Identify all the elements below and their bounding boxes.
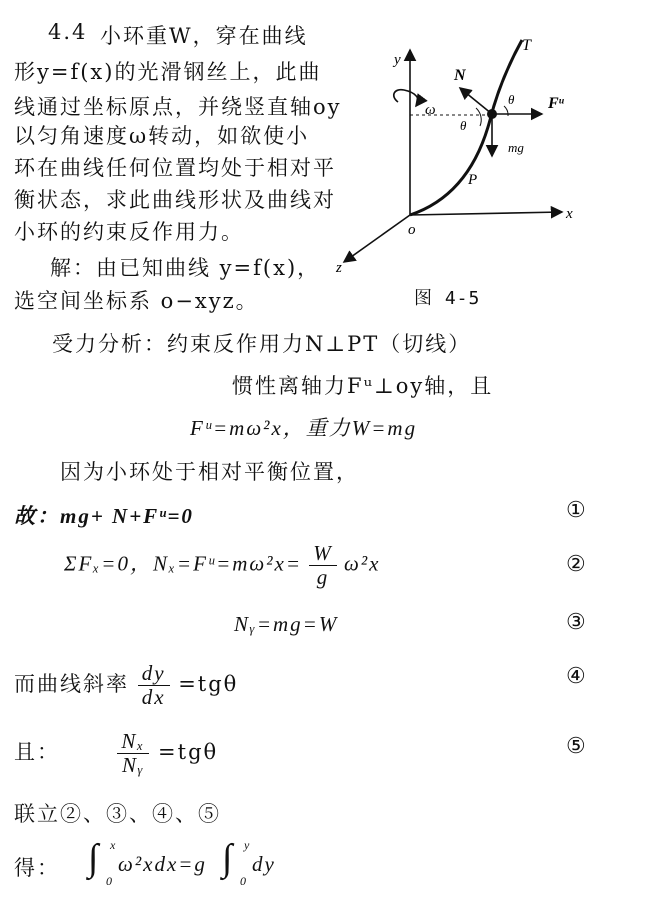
fraction-numerator: Nₓ (117, 730, 149, 754)
solution-intro: 解：由已知曲线 y=f(x)， (50, 256, 321, 280)
fraction-denominator: g (316, 565, 330, 590)
equation-4 (14, 662, 238, 709)
integral-sign: ∫ (88, 837, 99, 879)
problem-line: 线通过坐标原点，并绕竖直轴oy (14, 95, 342, 119)
equation-2-fraction (309, 542, 337, 589)
theta-label: θ (460, 118, 467, 133)
integral-upper-limit: x (110, 838, 116, 852)
z-axis (344, 215, 410, 262)
fraction-numerator: dy (138, 662, 170, 686)
equation-number: ⑤ (566, 734, 586, 759)
equation-4-fraction (138, 662, 170, 709)
point-label: P (468, 172, 478, 188)
equation-number: ② (566, 552, 586, 577)
problem-line: 小环重W，穿在曲线 (100, 24, 308, 48)
fraction-denominator: Nᵧ (121, 753, 145, 778)
equation-5-label: 且： (14, 740, 60, 765)
x-axis (410, 212, 562, 215)
problem-line: 衡状态，求此曲线形状及曲线对 (14, 188, 336, 212)
x-axis-label: x (566, 206, 573, 222)
force-analysis: 受力分析：约束反作用力N⊥PT（切线） (52, 332, 472, 356)
integral-right-expression: dy (252, 852, 276, 876)
problem-number: 4.4 (48, 20, 88, 44)
force-equation: Fᵘ=mω²x，重力W=mg (190, 416, 418, 440)
equation-2-right: ω²x (344, 551, 381, 576)
rotation-arrow (394, 90, 418, 106)
tangent-label: T (522, 37, 531, 54)
figure-caption: 图 4-5 (414, 288, 481, 309)
equation-number: ③ (566, 610, 586, 635)
integral-sign: ∫ (222, 837, 233, 879)
problem-line: 以匀角速度ω转动，如欲使小 (14, 124, 310, 148)
equation-1: 故：mg+ N+Fᵘ=0 (14, 504, 194, 528)
solution-intro: 选空间坐标系 o−xyz。 (14, 289, 259, 313)
integral-lower-limit: 0 (240, 874, 246, 888)
integral-upper-limit: y (244, 838, 250, 852)
normal-force-arrow (460, 88, 492, 114)
problem-line: 形y=f(x)的光滑钢丝上，此曲 (14, 60, 322, 84)
equation-5-right: =tgθ (158, 740, 219, 765)
inertial-label: Fᵘ (548, 95, 564, 112)
gravity-label: mg (508, 140, 524, 155)
equation-number: ④ (566, 664, 586, 689)
normal-label: N (454, 67, 466, 84)
equation-5 (14, 730, 218, 777)
equation-5-fraction (117, 730, 149, 777)
inertial-force-text: 惯性离轴力Fᵘ⊥oy轴，且 (232, 374, 494, 398)
omega-label: ω (425, 102, 436, 118)
equation-2-left: ΣFₓ=0，Nₓ=Fᵘ=mω²x= (64, 551, 303, 576)
problem-line: 小环的约束反作用力。 (14, 220, 244, 244)
z-axis-label: z (336, 260, 342, 276)
equation-3: Nᵧ=mg=W (234, 612, 339, 636)
theta-label: θ (508, 92, 515, 107)
origin-label: o (408, 222, 416, 238)
problem-line: 环在曲线任何位置均处于相对平 (14, 156, 336, 180)
equation-2 (64, 542, 380, 589)
result-label: 得： (14, 856, 60, 880)
fraction-denominator: dx (141, 685, 166, 710)
equation-4-label: 而曲线斜率 (14, 672, 129, 697)
equation-4-right: =tgθ (178, 672, 239, 697)
fraction-numerator: W (309, 542, 337, 566)
figure-4-5 (330, 30, 630, 280)
equation-number: ① (566, 498, 586, 523)
equilibrium-text: 因为小环处于相对平衡位置， (60, 460, 359, 484)
integral-left-expression: ω²xdx=g (118, 852, 207, 876)
combine-text: 联立②、③、④、⑤ (14, 802, 221, 826)
integral-lower-limit: 0 (106, 874, 112, 888)
y-axis-label: y (394, 52, 401, 68)
